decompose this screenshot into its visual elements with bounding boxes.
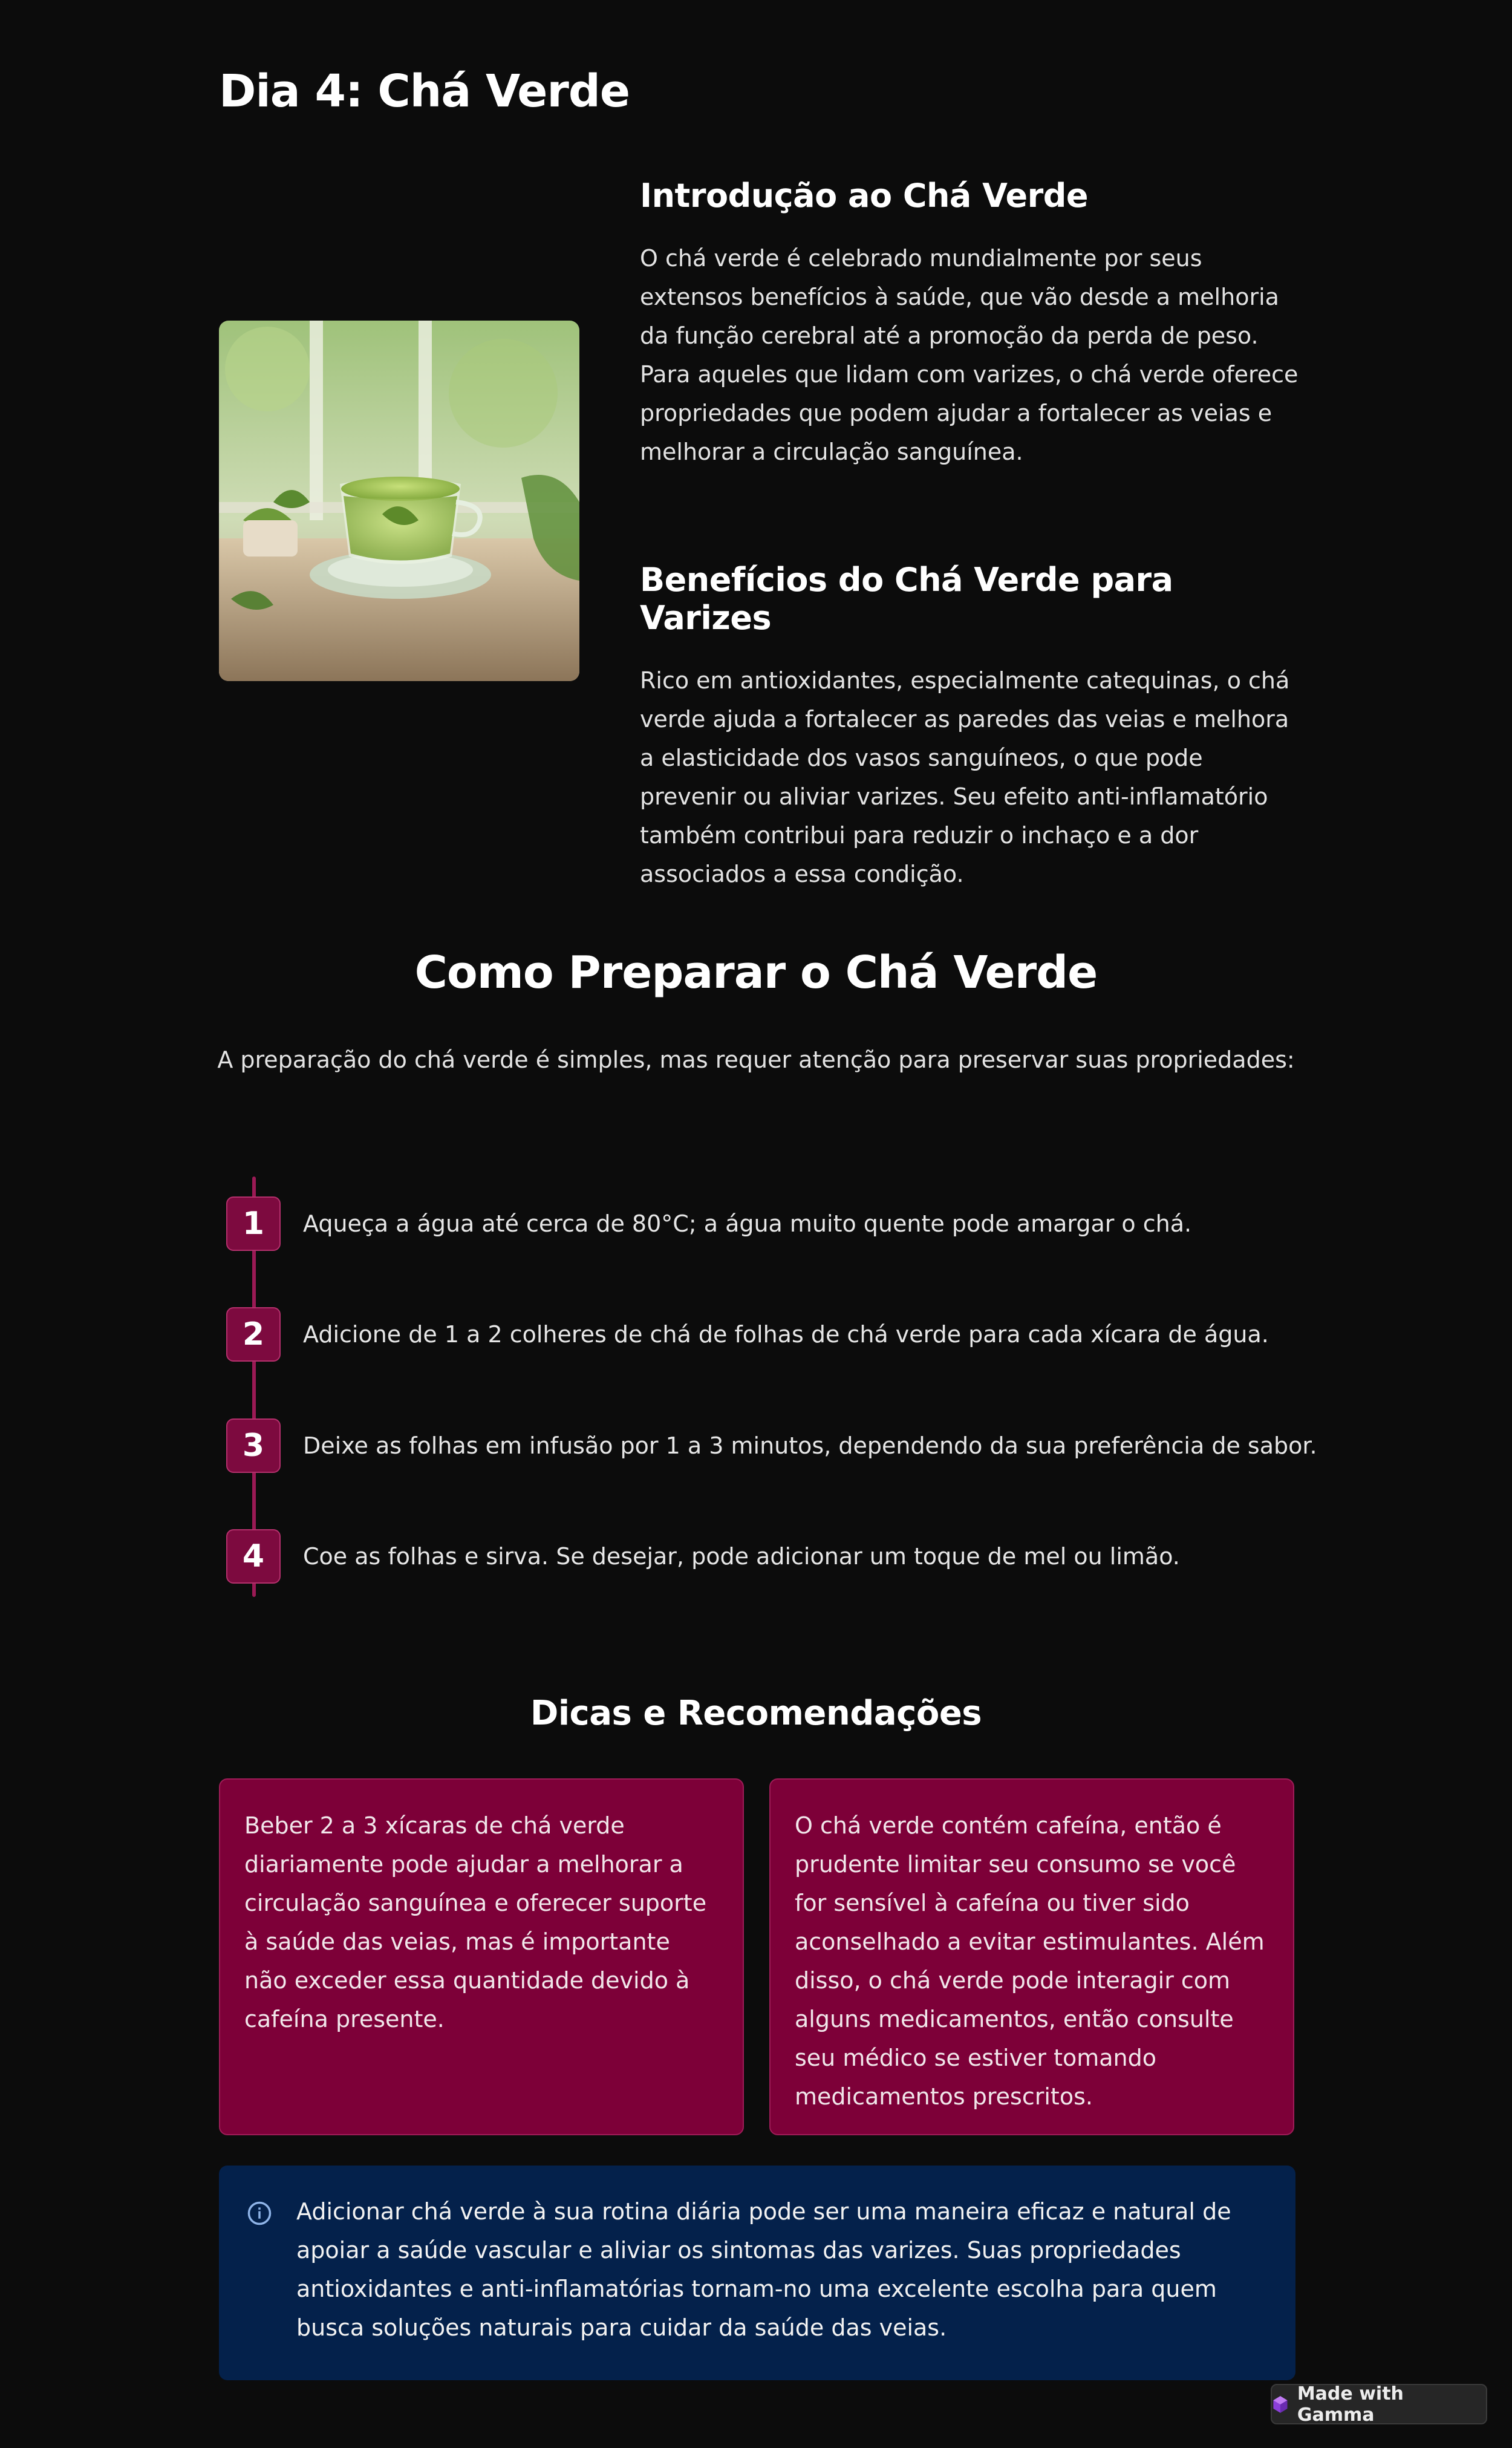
made-with-gamma-badge[interactable]	[1271, 2384, 1487, 2424]
tip-card-text: O chá verde contém cafeína, então é prudente limitar seu consumo se você for sensível à cafeína ou tiver sido aconselhado a evitar estimulantes. Além disso, o chá verde pode interagir com alguns medicamentos, então consulte seu médico se estiver tomando medicamentos prescritos.	[795, 1812, 1265, 2110]
page-title: Dia 4: Chá Verde	[219, 65, 630, 117]
tip-card	[769, 1778, 1294, 2135]
green-tea-cup-photo	[219, 321, 579, 681]
step-text: Deixe as folhas em infusão por 1 a 3 minutos, dependendo da sua preferência de sabor.	[303, 1432, 1317, 1459]
benefits-section	[640, 561, 1299, 893]
benefits-heading: Benefícios do Chá Verde para Varizes	[640, 561, 1173, 637]
step-text: Adicione de 1 a 2 colheres de chá de folhas de chá verde para cada xícara de água.	[303, 1321, 1269, 1348]
tip-card-text: Beber 2 a 3 xícaras de chá verde diariamente pode ajudar a melhorar a circulação sanguínea e oferecer suporte à saúde das veias, mas é importante não exceder essa quantidade devido à cafeína presente.	[244, 1812, 707, 2032]
info-text: Adicionar chá verde à sua rotina diária pode ser uma maneira eficaz e natural de apoiar a saúde vascular e aliviar os sintomas das varizes. Suas propriedades antioxidantes e anti-inflamatórias tornam-no uma excelente escolha para quem busca soluções naturais para cuidar da saúde das veias.	[296, 2198, 1231, 2341]
tips-heading: Dicas e Recomendações	[530, 1694, 982, 1733]
step-text: Aqueça a água até cerca de 80°C; a água muito quente pode amargar o chá.	[303, 1210, 1192, 1237]
preparation-intro: A preparação do chá verde é simples, mas requer atenção para preservar suas propriedades:	[217, 1046, 1295, 1073]
step-number: 4	[226, 1529, 281, 1584]
intro-heading: Introdução ao Chá Verde	[640, 177, 1089, 215]
benefits-body: Rico em antioxidantes, especialmente catequinas, o chá verde ajuda a fortalecer as paredes das veias e melhora a elasticidade dos vasos sanguíneos, o que pode prevenir ou aliviar varizes. Seu efeito anti-inflamatório também contribui para reduzir o inchaço e a dor associados a essa condição.	[640, 667, 1290, 887]
preparation-step	[226, 1196, 1375, 1252]
step-number: 2	[226, 1307, 281, 1362]
gamma-logo-icon	[1272, 2395, 1289, 2414]
green-tea-image	[219, 321, 579, 681]
preparation-step	[226, 1307, 1375, 1363]
step-number: 1	[226, 1196, 281, 1251]
intro-body: O chá verde é celebrado mundialmente por seus extensos benefícios à saúde, que vão desde a melhoria da função cerebral até a promoção da perda de peso. Para aqueles que lidam com varizes, o chá verde oferece propriedades que podem ajudar a fortalecer as veias e melhorar a circulação sanguínea.	[640, 245, 1299, 465]
tip-card	[219, 1778, 744, 2135]
intro-section	[640, 177, 1299, 471]
preparation-step	[226, 1529, 1375, 1585]
preparation-heading: Como Preparar o Chá Verde	[414, 947, 1098, 999]
badge-label: Made with Gamma	[1297, 2383, 1404, 2426]
preparation-step	[226, 1418, 1375, 1474]
info-icon	[247, 2201, 272, 2226]
step-number: 3	[226, 1418, 281, 1473]
step-text: Coe as folhas e sirva. Se desejar, pode adicionar um toque de mel ou limão.	[303, 1543, 1180, 1570]
info-callout	[219, 2166, 1295, 2380]
